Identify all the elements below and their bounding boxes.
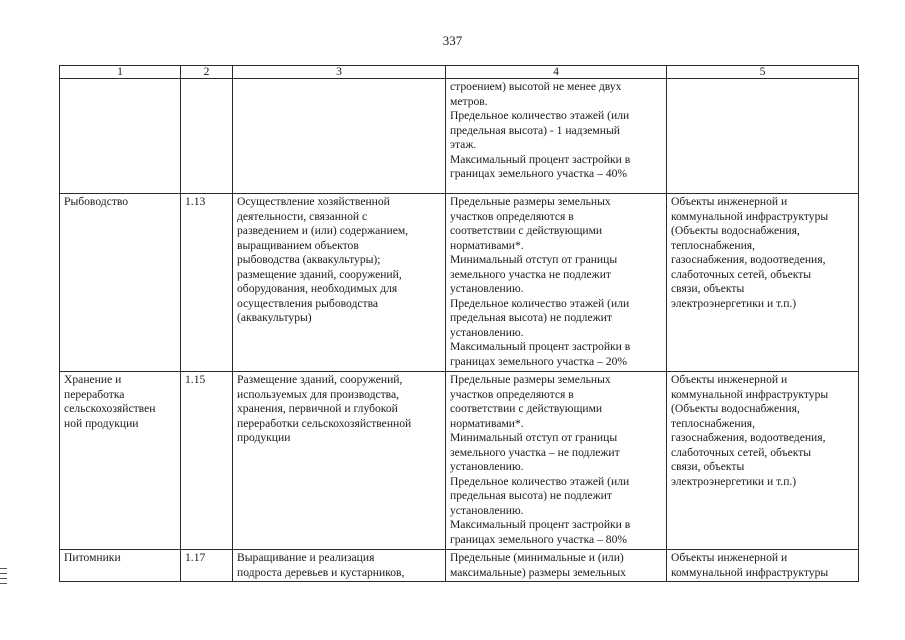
table-row <box>60 550 859 582</box>
text-line: Хранение и <box>64 373 122 386</box>
text-line: осуществления рыбоводства <box>237 296 379 310</box>
text-line: соответствии с действующими <box>450 224 603 237</box>
text-line: установлению. <box>450 503 524 517</box>
text-line: Максимальный процент застройки в <box>450 518 631 531</box>
text-line: слаботочных сетей, объекты <box>671 445 812 459</box>
text-line: Предельные размеры земельных <box>450 195 611 208</box>
parameters-cell <box>446 372 667 550</box>
infrastructure-cell <box>667 372 859 550</box>
text-line: нормативами*. <box>450 238 524 252</box>
infrastructure-cell <box>667 79 859 194</box>
text-line: слаботочных сетей, объекты <box>671 267 812 281</box>
text-line: коммунальной инфраструктуры <box>671 209 829 223</box>
text-line: хранения, первичной и глубокой <box>237 402 398 415</box>
description-cell <box>233 372 446 550</box>
text-line: установлению. <box>450 460 524 473</box>
text-line: используемых для производства, <box>237 387 400 401</box>
infrastructure-cell <box>667 550 859 582</box>
text-line: Предельное количество этажей (или <box>450 109 630 122</box>
text-line: соответствии с действующими <box>450 402 603 415</box>
text-line: газоснабжения, водоотведения, <box>671 431 826 444</box>
text-line: коммунальной инфраструктуры <box>671 565 829 579</box>
text-line: ной продукции <box>64 416 139 430</box>
scan-edge-mark <box>0 573 7 574</box>
text-line: установлению. <box>450 325 524 339</box>
use-name-cell <box>60 372 181 550</box>
text-line: Рыбоводство <box>64 195 129 208</box>
text-line: Питомники <box>64 551 121 564</box>
text-line: участков определяются в <box>450 387 574 401</box>
text-line: Минимальный отступ от границы <box>450 253 618 266</box>
text-line: Объекты инженерной и <box>671 373 788 386</box>
scan-edge-mark <box>0 578 7 579</box>
text-line: предельная высота) не подлежит <box>450 311 612 324</box>
text-line: границах земельного участка – 20% <box>450 354 628 368</box>
scan-edge-mark <box>0 583 7 584</box>
text-line: предельная высота) не подлежит <box>450 489 612 502</box>
text-line: переработка <box>64 387 125 401</box>
text-line: электроэнергетики и т.п.) <box>671 296 797 310</box>
scan-edge-mark <box>0 568 7 569</box>
text-line: газоснабжения, водоотведения, <box>671 253 826 266</box>
table-row <box>60 372 859 550</box>
text-line: участков определяются в <box>450 209 574 223</box>
text-line: связи, объекты <box>671 282 745 295</box>
text-line: Минимальный отступ от границы <box>450 431 618 444</box>
parameters-cell <box>446 550 667 582</box>
column-header: 2 <box>181 66 233 79</box>
text-line: Максимальный процент застройки в <box>450 340 631 353</box>
text-line: размещение зданий, сооружений, <box>237 267 402 281</box>
description-cell <box>233 79 446 194</box>
text-line: установлению. <box>450 282 524 295</box>
text-line: предельная высота) - 1 надземный <box>450 123 620 137</box>
description-cell <box>233 194 446 372</box>
description-cell <box>233 550 446 582</box>
text-line: Предельное количество этажей (или <box>450 296 630 310</box>
text-line: земельного участка не подлежит <box>450 267 611 281</box>
land-use-table <box>59 65 859 582</box>
text-line: Осуществление хозяйственной <box>237 195 390 208</box>
parameters-cell <box>446 79 667 194</box>
text-line: электроэнергетики и т.п.) <box>671 474 797 488</box>
text-line: границах земельного участка – 40% <box>450 167 628 180</box>
text-line: Максимальный процент застройки в <box>450 152 631 166</box>
text-line: Объекты инженерной и <box>671 195 788 208</box>
text-line: земельного участка – не подлежит <box>450 445 620 459</box>
text-line: рыбоводства (аквакультуры); <box>237 253 381 266</box>
text-line: коммунальной инфраструктуры <box>671 387 829 401</box>
text-line: строением) высотой не менее двух <box>450 80 622 93</box>
text-line: Предельные (минимальные и (или) <box>450 551 624 564</box>
use-name-cell <box>60 194 181 372</box>
text-line: (Объекты водоснабжения, <box>671 402 800 415</box>
text-line: нормативами*. <box>450 416 524 430</box>
use-code-cell: 1.17 <box>181 550 233 582</box>
table-row <box>60 79 859 194</box>
text-line: (Объекты водоснабжения, <box>671 224 800 237</box>
text-line: Выращивание и реализация <box>237 551 375 564</box>
text-line: этаж. <box>450 138 477 151</box>
column-header: 5 <box>667 66 859 79</box>
use-code-cell: 1.13 <box>181 194 233 372</box>
text-line: переработки сельскохозяйственной <box>237 416 412 430</box>
text-line: разведением и (или) содержанием, <box>237 224 409 237</box>
column-header: 3 <box>233 66 446 79</box>
column-header: 4 <box>446 66 667 79</box>
page-number: 337 <box>442 33 463 48</box>
text-line: связи, объекты <box>671 460 745 473</box>
text-line: выращиванием объектов <box>237 238 359 252</box>
use-code-cell <box>181 79 233 194</box>
text-line: максимальные) размеры земельных <box>450 565 626 579</box>
text-line: метров. <box>450 94 488 108</box>
text-line: (аквакультуры) <box>237 311 312 324</box>
text-line: подроста деревьев и кустарников, <box>237 565 405 579</box>
column-header: 1 <box>60 66 181 79</box>
text-line: Предельные размеры земельных <box>450 373 611 386</box>
text-line: Размещение зданий, сооружений, <box>237 373 403 386</box>
text-line: теплоснабжения, <box>671 238 756 252</box>
use-name-cell <box>60 550 181 582</box>
table-header-row <box>60 66 859 79</box>
text-line: сельскохозяйствен <box>64 402 156 415</box>
infrastructure-cell <box>667 194 859 372</box>
text-line: границах земельного участка – 80% <box>450 532 628 546</box>
use-code-cell: 1.15 <box>181 372 233 550</box>
parameters-cell <box>446 194 667 372</box>
text-line: оборудования, необходимых для <box>237 282 398 295</box>
text-line: Объекты инженерной и <box>671 551 788 564</box>
text-line: теплоснабжения, <box>671 416 756 430</box>
table-row <box>60 194 859 372</box>
use-name-cell <box>60 79 181 194</box>
text-line: деятельности, связанной с <box>237 209 368 223</box>
text-line: Предельное количество этажей (или <box>450 474 630 488</box>
text-line: продукции <box>237 431 291 444</box>
